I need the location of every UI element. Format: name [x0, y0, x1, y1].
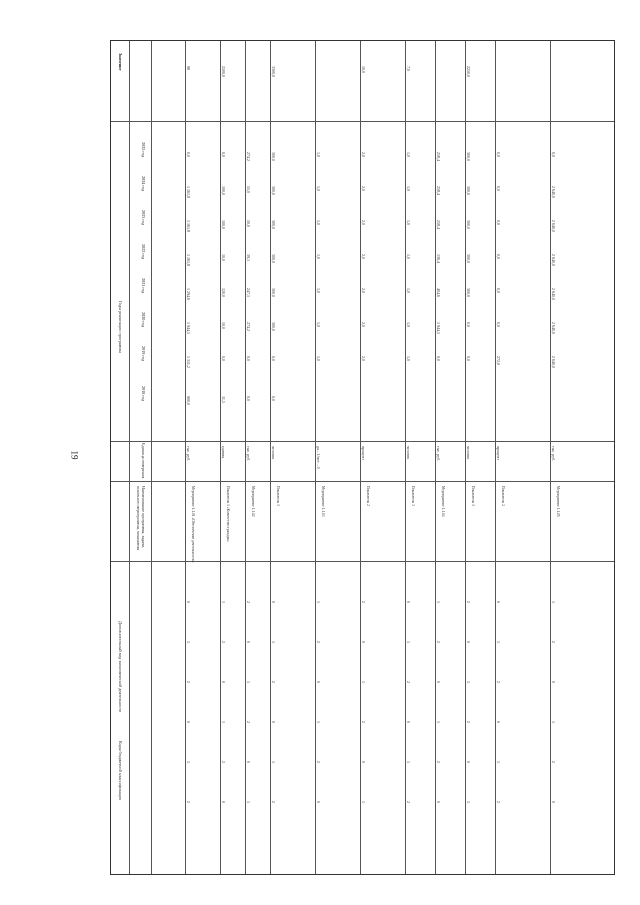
header-base-year: 2018 год — [141, 386, 146, 402]
code-digit: 2 — [271, 801, 276, 803]
row-unit: человек — [466, 446, 471, 460]
code-digit: 1 — [406, 641, 411, 643]
code-digit: 1 — [361, 801, 366, 803]
year-header: 2021 год — [141, 278, 146, 294]
code-digit: 0 — [246, 761, 251, 763]
row-name: Мероприятие 1.1.01 «Обеспечение деятельности» — [191, 486, 195, 563]
code-digit: 0 — [406, 721, 411, 723]
row-final-value: 2250,0 — [466, 66, 471, 77]
row-final-value: 3300,0 — [271, 66, 276, 77]
page-number: 19 — [69, 450, 80, 460]
code-digit: 1 — [271, 641, 276, 643]
code-digit: 2 — [551, 761, 556, 763]
row-year-value: 0,0 — [551, 152, 556, 157]
row-year-value: 1 311,2 — [186, 356, 191, 368]
row-name: Показатель 3 — [411, 486, 415, 506]
row-year-value: 300,0 — [271, 152, 276, 161]
row-name: Мероприятие 1.1.05 — [556, 486, 560, 517]
row-year-value: 2 640,0 — [551, 322, 556, 334]
row-year-value: 0,0 — [271, 356, 276, 361]
row-year-value: 272,0 — [496, 356, 501, 365]
code-digit: 2 — [406, 681, 411, 683]
code-digit: 2 — [361, 601, 366, 603]
row-year-value: 300,0 — [271, 186, 276, 195]
code-digit: 0 — [436, 681, 441, 683]
code-digit: 1 — [466, 801, 471, 803]
row-unit: человек — [271, 446, 276, 460]
code-digit: 1 — [271, 761, 276, 763]
row-year-value: 0,0 — [496, 322, 501, 327]
code-digit: 0 — [361, 761, 366, 763]
code-digit: 1 — [361, 681, 366, 683]
code-digit: 2 — [316, 761, 321, 763]
row-base-value: 0,0 — [271, 396, 276, 401]
row-year-value: 1,0 — [406, 356, 411, 361]
code-digit: 0 — [271, 721, 276, 723]
row-year-value: 300,0 — [271, 220, 276, 229]
code-digit: 2 — [221, 641, 226, 643]
code-digit: 2 — [361, 721, 366, 723]
code-digit: 0 — [466, 761, 471, 763]
code-digit: 2 — [221, 761, 226, 763]
row-year-value: 258,4 — [436, 186, 441, 195]
row-year-value: 1,0 — [316, 322, 321, 327]
code-digit: 1 — [551, 721, 556, 723]
row-name: Показатель 2 — [366, 486, 370, 506]
row-final-value: 2500,0 — [221, 66, 226, 77]
code-digit: 2 — [466, 721, 471, 723]
row-year-value: 0,0 — [496, 288, 501, 293]
year-header: 2023 год — [141, 210, 146, 226]
row-year-value: 1 161,8 — [186, 254, 191, 266]
code-digit: 1 — [186, 761, 191, 763]
row-year-value: 247,1 — [246, 288, 251, 297]
row-year-value: 2,0 — [361, 186, 366, 191]
row-name: Мероприятие 1.1.04 — [441, 486, 445, 517]
code-digit: 1 — [496, 761, 501, 763]
row-year-value: 50,0 — [246, 220, 251, 227]
row-unit: процент — [496, 446, 501, 460]
code-digit: 1 — [466, 681, 471, 683]
row-name: Мероприятие 1.1.02 — [251, 486, 255, 517]
row-base-value: 900,0 — [186, 396, 191, 405]
row-unit: единиц — [221, 446, 226, 459]
row-year-value: 0,0 — [496, 254, 501, 259]
left-group-label: Коды бюджетной классификации — [118, 741, 123, 801]
row-year-value: 1,0 — [406, 322, 411, 327]
code-digit: 1 — [316, 601, 321, 603]
document-table — [110, 40, 615, 875]
row-year-value: 1,0 — [316, 186, 321, 191]
header-unit: Единица измерения — [141, 443, 146, 479]
row-year-value: 300,0 — [271, 254, 276, 263]
row-year-value: 10,0 — [221, 322, 226, 329]
code-digit: 2 — [406, 801, 411, 803]
code-digit: 1 — [496, 641, 501, 643]
header-name: Наименование программы, задачи, основного мероприятия, показателя — [136, 486, 146, 551]
row-year-value: 1 161,8 — [186, 220, 191, 232]
row-year-value: 1 294,6 — [186, 288, 191, 300]
code-digit: 0 — [316, 681, 321, 683]
code-digit: 1 — [316, 721, 321, 723]
row-year-value: 136,4 — [436, 254, 441, 263]
code-digit: 2 — [246, 721, 251, 723]
code-digit: 0 — [361, 641, 366, 643]
row-year-value: 10,0 — [221, 254, 226, 261]
row-year-value: 1,0 — [316, 152, 321, 157]
code-digit: 2 — [246, 601, 251, 603]
row-unit: тыс. руб. — [551, 446, 556, 462]
code-digit: 0 — [551, 681, 556, 683]
row-year-value: 2,0 — [361, 220, 366, 225]
row-year-value: 1,0 — [316, 220, 321, 225]
code-digit: 2 — [186, 801, 191, 803]
row-year-value: 1,0 — [406, 152, 411, 157]
row-name: Показатель 1 «Количество граждан» — [226, 486, 230, 542]
row-year-value: 404,6 — [436, 288, 441, 297]
row-year-value: 0,0 — [466, 322, 471, 327]
row-year-value: 300,0 — [271, 322, 276, 331]
header-final-label: Значение — [118, 53, 123, 71]
row-year-value: 0,0 — [496, 220, 501, 225]
code-digit: 1 — [186, 641, 191, 643]
row-base-value: 11,5 — [221, 396, 226, 403]
row-year-value: 2,0 — [361, 322, 366, 327]
year-header: 2025 год — [141, 142, 146, 158]
code-digit: 2 — [436, 641, 441, 643]
code-digit: 0 — [246, 641, 251, 643]
row-year-value: 274,2 — [246, 322, 251, 331]
code-digit: 0 — [186, 601, 191, 603]
code-digit: 2 — [496, 681, 501, 683]
row-year-value: 39,1 — [246, 254, 251, 261]
row-year-value: 1,0 — [406, 288, 411, 293]
code-digit: 1 — [406, 761, 411, 763]
row-unit: процент — [361, 446, 366, 460]
code-digit: 0 — [186, 721, 191, 723]
row-year-value: 0,0 — [246, 356, 251, 361]
row-year-value: 2 640,0 — [551, 288, 556, 300]
row-year-value: 1,0 — [406, 220, 411, 225]
row-year-value: 1,0 — [316, 254, 321, 259]
row-year-value: 0,0 — [436, 356, 441, 361]
row-year-value: 1 944,5 — [436, 322, 441, 334]
code-digit: 2 — [271, 681, 276, 683]
code-digit: 0 — [551, 801, 556, 803]
code-digit: 1 — [246, 801, 251, 803]
year-header: 2024 год — [141, 176, 146, 192]
row-year-value: 1 161,8 — [186, 186, 191, 198]
code-digit: 0 — [271, 601, 276, 603]
row-year-value: 2 640,0 — [551, 356, 556, 368]
row-year-value: 1 944,5 — [186, 322, 191, 334]
row-year-value: 100,0 — [221, 220, 226, 229]
code-digit: 2 — [466, 601, 471, 603]
row-name: Мероприятие 1.1.03 — [321, 486, 325, 517]
code-digit: 2 — [436, 761, 441, 763]
row-year-value: 274,2 — [246, 152, 251, 161]
row-year-value: 0,0 — [496, 186, 501, 191]
code-digit: 0 — [406, 601, 411, 603]
year-header: 2020 год — [141, 312, 146, 328]
code-digit: 2 — [496, 801, 501, 803]
row-year-value: 300,0 — [466, 288, 471, 297]
code-digit: 1 — [221, 601, 226, 603]
row-base-value: 0,0 — [246, 396, 251, 401]
row-unit: тыс. руб. — [186, 446, 191, 462]
code-digit: 1 — [221, 721, 226, 723]
row-year-value: 0,0 — [186, 152, 191, 157]
row-final-value: 10,0 — [361, 66, 366, 73]
row-year-value: 300,0 — [271, 288, 276, 297]
row-name: Показатель 1 — [471, 486, 475, 506]
row-final-value: 7,0 — [406, 66, 411, 71]
row-year-value: 2,0 — [361, 152, 366, 157]
code-digit: 0 — [496, 601, 501, 603]
row-year-value: 0,0 — [221, 152, 226, 157]
row-year-value: 0,0 — [496, 152, 501, 157]
row-year-value: 2 640,0 — [551, 220, 556, 232]
row-year-value: 2,0 — [361, 288, 366, 293]
code-digit: 0 — [221, 801, 226, 803]
code-digit: 1 — [436, 601, 441, 603]
code-digit: 0 — [221, 681, 226, 683]
row-year-value: 1,0 — [406, 254, 411, 259]
row-year-value: 2,0 — [361, 356, 366, 361]
code-digit: 1 — [246, 681, 251, 683]
row-year-value: 258,4 — [436, 220, 441, 229]
row-year-value: 100,0 — [221, 186, 226, 195]
row-year-value: 120,0 — [221, 288, 226, 297]
code-digit: 0 — [316, 801, 321, 803]
row-year-value: 258,4 — [436, 152, 441, 161]
row-unit: да – 1/нет – 0 — [316, 446, 321, 469]
code-digit: 0 — [466, 641, 471, 643]
row-year-value: 2 640,0 — [551, 254, 556, 266]
code-digit: 2 — [316, 641, 321, 643]
header-program-group: Годы реализации программы — [118, 301, 123, 353]
row-year-value: 0,0 — [466, 356, 471, 361]
row-unit: человек — [406, 446, 411, 460]
row-year-value: 300,0 — [466, 254, 471, 263]
row-year-value: 300,0 — [466, 152, 471, 161]
row-year-value: 1,0 — [316, 288, 321, 293]
code-digit: 0 — [496, 721, 501, 723]
row-year-value: 0,0 — [221, 356, 226, 361]
row-year-value: 1,0 — [406, 186, 411, 191]
row-year-value: 55,0 — [246, 186, 251, 193]
row-unit: тыс. руб. — [246, 446, 251, 462]
code-digit: 1 — [551, 601, 556, 603]
row-year-value: 2 640,0 — [551, 186, 556, 198]
row-name: Показатель 1 — [276, 486, 280, 506]
code-digit: 2 — [551, 641, 556, 643]
row-unit: тыс. руб. — [436, 446, 441, 462]
year-header: 2019 год — [141, 346, 146, 362]
code-digit: 1 — [436, 721, 441, 723]
row-year-value: 1,0 — [316, 356, 321, 361]
row-final-value: 98 — [186, 66, 191, 70]
row-year-value: 2,0 — [361, 254, 366, 259]
code-digit: 2 — [186, 681, 191, 683]
code-digit: 0 — [436, 801, 441, 803]
row-year-value: 300,0 — [466, 186, 471, 195]
year-header: 2022 год — [141, 244, 146, 260]
left-sub-label: Дополнительный вид экономической деятельности — [118, 621, 123, 713]
row-year-value: 300,0 — [466, 220, 471, 229]
row-name: Показатель 2 — [501, 486, 505, 506]
